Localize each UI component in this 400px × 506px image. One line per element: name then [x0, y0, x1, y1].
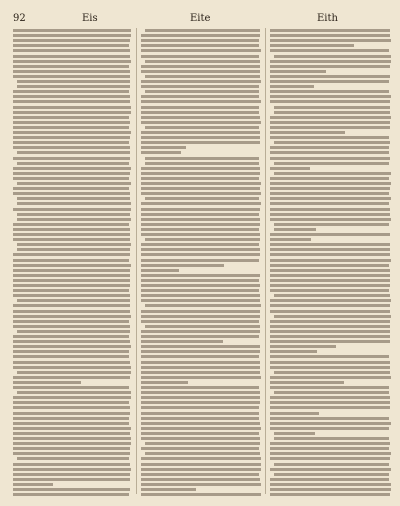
text-line [270, 70, 326, 73]
text-line [13, 157, 130, 160]
text-line [274, 391, 389, 394]
text-line [13, 478, 130, 481]
text-line [13, 294, 130, 297]
text-line [141, 335, 259, 338]
text-line [270, 340, 390, 343]
text-line [141, 401, 260, 404]
text-line [141, 106, 259, 109]
text-line [141, 65, 260, 68]
text-line [141, 284, 260, 287]
text-line [270, 238, 311, 241]
text-line [270, 279, 390, 282]
text-column-2 [141, 28, 261, 498]
text-line [141, 437, 260, 440]
text-line [13, 310, 130, 313]
text-line [13, 381, 81, 384]
text-line [141, 131, 260, 134]
text-line [13, 60, 131, 63]
text-line [13, 325, 130, 328]
text-line [141, 274, 260, 277]
text-line [141, 223, 260, 226]
text-line [270, 335, 390, 338]
text-line [270, 192, 389, 195]
text-line [274, 432, 315, 435]
text-line [13, 361, 130, 364]
text-line [145, 238, 260, 241]
text-line [13, 320, 129, 323]
text-line [13, 488, 130, 491]
text-line [13, 167, 131, 170]
text-line [274, 223, 389, 226]
text-line [13, 447, 130, 450]
text-line [141, 366, 260, 369]
text-line [141, 427, 261, 430]
text-line [13, 39, 130, 42]
text-line [141, 146, 186, 149]
text-line [270, 136, 389, 139]
text-line [270, 243, 390, 246]
column-divider [136, 28, 137, 494]
text-line [17, 299, 130, 302]
text-line [270, 427, 389, 430]
text-line [13, 177, 129, 180]
text-line [270, 80, 389, 83]
text-line [141, 151, 181, 154]
text-line [270, 269, 390, 272]
text-line [17, 162, 129, 165]
text-line [141, 299, 260, 302]
text-line [141, 355, 259, 358]
text-line [141, 116, 260, 119]
text-line [145, 157, 259, 160]
text-line [274, 437, 389, 440]
text-line [13, 355, 129, 358]
text-line [141, 488, 196, 491]
text-line [141, 80, 261, 83]
text-line [141, 213, 259, 216]
text-line [17, 151, 130, 154]
text-line [270, 310, 390, 313]
text-line [141, 121, 261, 124]
text-line [145, 29, 260, 32]
running-head-center: Eite [190, 13, 211, 24]
text-line [141, 310, 260, 313]
text-line [270, 366, 390, 369]
text-line [13, 100, 130, 103]
text-line [270, 381, 344, 384]
text-line [13, 274, 130, 277]
text-line [141, 330, 260, 333]
text-line [270, 34, 390, 37]
text-line [13, 289, 129, 292]
text-line [13, 126, 129, 129]
running-head-right: Eith [317, 13, 338, 24]
text-line [141, 167, 260, 170]
text-line [270, 208, 390, 211]
text-line [13, 136, 130, 139]
text-line [13, 192, 130, 195]
text-line [145, 304, 261, 307]
text-line [141, 228, 259, 231]
text-line [270, 320, 390, 323]
text-line [141, 345, 260, 348]
text-line [141, 447, 259, 450]
text-line [274, 141, 390, 144]
page-number: 92 [13, 13, 26, 24]
text-line [13, 259, 129, 262]
text-line [141, 406, 259, 409]
text-line [141, 95, 259, 98]
column-divider [265, 28, 266, 494]
text-line [13, 304, 130, 307]
text-line [13, 417, 129, 420]
text-line [274, 106, 390, 109]
text-line [270, 345, 336, 348]
text-line [270, 274, 390, 277]
text-line [13, 269, 130, 272]
text-line [13, 452, 130, 455]
text-line [13, 422, 129, 425]
text-line [17, 243, 131, 246]
text-line [141, 361, 260, 364]
text-line [141, 468, 261, 471]
text-line [141, 315, 260, 318]
text-line [13, 340, 130, 343]
text-line [270, 233, 390, 236]
text-line [141, 187, 260, 190]
text-line [13, 90, 129, 93]
text-line [13, 116, 129, 119]
text-line [13, 233, 130, 236]
text-line [270, 60, 391, 63]
text-line [274, 463, 389, 466]
text-line [13, 228, 130, 231]
text-line [270, 488, 391, 491]
text-line [13, 172, 130, 175]
text-line [274, 111, 390, 114]
text-column-1 [13, 28, 131, 498]
text-line [13, 111, 131, 114]
text-line [145, 126, 259, 129]
text-line [13, 49, 130, 52]
text-line [141, 253, 260, 256]
text-line [141, 85, 259, 88]
text-line [145, 75, 260, 78]
text-line [141, 172, 260, 175]
text-line [141, 391, 260, 394]
text-line [274, 228, 316, 231]
text-line [270, 483, 391, 486]
text-line [141, 473, 259, 476]
text-line [270, 396, 390, 399]
text-line [13, 406, 130, 409]
text-line [270, 299, 391, 302]
text-line [141, 233, 260, 236]
text-line [13, 65, 129, 68]
text-line [141, 269, 179, 272]
text-line [270, 468, 391, 471]
text-line [270, 330, 390, 333]
text-line [270, 350, 317, 353]
text-line [270, 90, 389, 93]
text-line [270, 442, 390, 445]
text-line [13, 106, 131, 109]
text-line [274, 294, 390, 297]
text-line [270, 412, 319, 415]
text-line [141, 422, 260, 425]
text-line [13, 366, 131, 369]
text-line [274, 315, 391, 318]
text-line [13, 315, 131, 318]
text-line [270, 202, 389, 205]
text-line [13, 376, 130, 379]
text-line [141, 457, 261, 460]
text-line [141, 208, 260, 211]
text-line [13, 238, 130, 241]
text-line [145, 197, 259, 200]
text-line [17, 213, 130, 216]
text-line [270, 131, 345, 134]
text-line [270, 452, 391, 455]
text-line [141, 294, 260, 297]
text-line [270, 406, 390, 409]
text-line [141, 177, 259, 180]
text-line [13, 141, 129, 144]
text-line [141, 202, 261, 205]
text-line [141, 493, 261, 496]
text-line [270, 264, 389, 267]
text-line [13, 44, 129, 47]
text-line [141, 478, 260, 481]
text-line [17, 391, 131, 394]
text-line [13, 483, 53, 486]
text-line [270, 376, 391, 379]
text-line [141, 243, 259, 246]
text-line [13, 442, 131, 445]
text-line [13, 70, 130, 73]
text-line [13, 493, 129, 496]
text-line [13, 279, 130, 282]
text-line [17, 197, 130, 200]
text-line [141, 182, 261, 185]
text-line [17, 371, 131, 374]
text-line [141, 396, 260, 399]
text-line [270, 284, 390, 287]
running-head-left: Eis [82, 13, 98, 24]
text-line [17, 182, 131, 185]
text-line [13, 468, 131, 471]
text-line [145, 452, 260, 455]
text-line [13, 34, 131, 37]
text-line [270, 197, 391, 200]
text-line [141, 483, 261, 486]
text-line [141, 340, 223, 343]
text-line [270, 121, 390, 124]
text-line [13, 335, 129, 338]
text-line [17, 80, 130, 83]
text-line [270, 289, 389, 292]
text-line [274, 473, 389, 476]
text-line [13, 386, 129, 389]
text-line [141, 218, 260, 221]
text-line [145, 442, 260, 445]
text-line [270, 157, 390, 160]
text-line [13, 146, 130, 149]
text-line [270, 355, 389, 358]
text-line [141, 44, 259, 47]
text-line [274, 162, 389, 165]
text-line [141, 463, 261, 466]
text-line [141, 289, 259, 292]
text-line [141, 34, 260, 37]
text-line [13, 187, 129, 190]
text-line [13, 432, 130, 435]
text-line [270, 100, 390, 103]
text-line [141, 248, 260, 251]
text-line [141, 376, 261, 379]
text-line [141, 381, 188, 384]
text-line [13, 121, 130, 124]
text-line [13, 427, 131, 430]
text-line [274, 172, 391, 175]
text-line [13, 131, 131, 134]
text-line [13, 401, 129, 404]
text-line [270, 447, 389, 450]
text-line [141, 279, 259, 282]
text-line [270, 146, 389, 149]
text-line [145, 325, 260, 328]
text-line [141, 49, 261, 52]
text-line [270, 167, 310, 170]
text-line [13, 284, 130, 287]
text-line [141, 432, 259, 435]
text-line [270, 44, 354, 47]
text-line [141, 264, 224, 267]
text-line [270, 259, 391, 262]
text-line [141, 259, 259, 262]
text-line [270, 85, 314, 88]
text-line [270, 422, 391, 425]
text-line [274, 371, 390, 374]
text-line [13, 463, 130, 466]
text-line [270, 126, 390, 129]
text-line [13, 345, 131, 348]
text-line [13, 208, 131, 211]
text-line [141, 70, 260, 73]
text-line [141, 371, 260, 374]
text-line [270, 248, 390, 251]
text-line [17, 85, 130, 88]
text-column-3 [270, 28, 391, 498]
text-line [270, 493, 390, 496]
text-line [17, 330, 130, 333]
text-line [270, 325, 390, 328]
text-line [270, 417, 389, 420]
text-line [17, 202, 131, 205]
text-line [141, 141, 260, 144]
text-line [13, 396, 131, 399]
text-line [141, 136, 260, 139]
text-line [141, 412, 259, 415]
text-line [270, 401, 390, 404]
text-line [13, 253, 130, 256]
text-line [13, 264, 131, 267]
text-line [141, 55, 259, 58]
text-line [141, 39, 259, 42]
text-line [145, 162, 259, 165]
text-line [270, 177, 389, 180]
text-line [13, 29, 131, 32]
text-line [141, 386, 259, 389]
text-line [13, 75, 130, 78]
text-line [270, 116, 391, 119]
text-line [141, 111, 259, 114]
text-line [270, 386, 389, 389]
text-line [141, 192, 261, 195]
text-line [13, 473, 130, 476]
text-line [13, 412, 130, 415]
text-line [270, 182, 391, 185]
text-line [270, 218, 391, 221]
text-line [13, 55, 130, 58]
text-line [270, 39, 391, 42]
text-line [17, 218, 131, 221]
text-line [270, 187, 390, 190]
text-line [141, 100, 261, 103]
text-line [270, 49, 389, 52]
text-line [270, 29, 390, 32]
text-line [270, 95, 391, 98]
text-line [141, 350, 260, 353]
text-line [270, 151, 389, 154]
text-line [13, 95, 130, 98]
text-line [141, 417, 259, 420]
text-line [270, 304, 390, 307]
text-line [13, 223, 129, 226]
text-line [141, 320, 259, 323]
text-line [274, 55, 391, 58]
text-line [270, 253, 390, 256]
text-line [13, 437, 131, 440]
text-line [270, 478, 389, 481]
text-line [270, 65, 390, 68]
text-line [145, 90, 259, 93]
text-line [13, 350, 129, 353]
text-line [17, 248, 130, 251]
text-line [270, 361, 390, 364]
text-line [270, 75, 390, 78]
text-line [270, 213, 390, 216]
text-line [270, 457, 390, 460]
text-line [145, 60, 260, 63]
text-line [17, 457, 129, 460]
